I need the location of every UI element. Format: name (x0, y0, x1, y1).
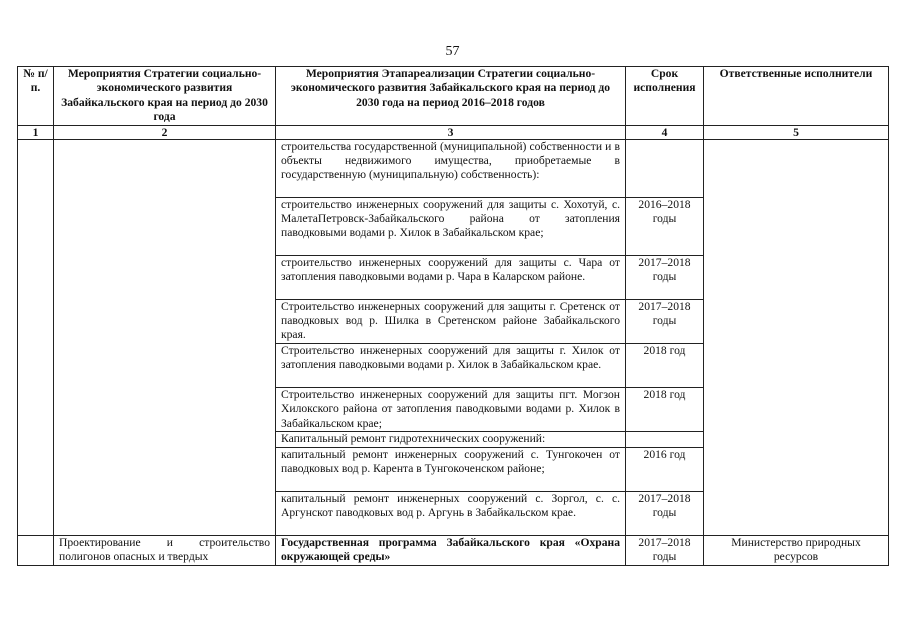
term-cell: 2017–2018 годы (626, 255, 704, 299)
column-number: 1 (18, 125, 54, 139)
term-cell: 2016–2018 годы (626, 197, 704, 255)
term-cell: 2017–2018 годы (626, 492, 704, 536)
number-cell (18, 536, 54, 566)
column-number: 2 (54, 125, 276, 139)
term-cell: 2017–2018 годы (626, 299, 704, 343)
measure-text: строительства государственной (муниципальной) собственности и в объекты недвижимого имущества, приобретаемые в государственную (муниципальную) собственность): (276, 139, 626, 197)
term-cell (626, 432, 704, 448)
term-cell: 2017–2018 годы (626, 536, 704, 566)
measure-text: Капитальный ремонт гидротехнических сооружений: (276, 432, 626, 448)
table-header-row (18, 67, 889, 126)
term-cell: 2018 год (626, 387, 704, 431)
measure-text: Строительство инженерных сооружений для защиты г. Хилок от затопления паводковыми водами р. Хилок в Забайкальском крае. (276, 343, 626, 387)
responsible-cell (704, 139, 889, 535)
page-number: 57 (445, 44, 460, 59)
number-cell (18, 139, 54, 535)
measure-text: строительство инженерных сооружений для защиты с. Хохотуй, с. МалетаПетровск-Забайкальского района от затопления паводковыми водами р. Хилок в Забайкальском крае; (276, 197, 626, 255)
measure-text: Строительство инженерных сооружений для защиты г. Сретенск от паводковых вод р. Шилка в Сретенском районе Забайкальского края. (276, 299, 626, 343)
header-number: № п/п. (18, 67, 54, 126)
program-cell: Государственная программа Забайкальского края «Охрана окружающей среды» (276, 536, 626, 566)
measure-text: капитальный ремонт инженерных сооружений с. Тунгокочен от паводковых вод р. Карента в Тунгокоченском районе; (276, 448, 626, 492)
header-responsible: Ответственные исполнители (704, 67, 889, 126)
header-strategy-measures: Мероприятия Стратегии социально-экономического развития Забайкальского края на период до 2030 года (54, 67, 276, 126)
term-cell: 2018 год (626, 343, 704, 387)
table-row (18, 536, 889, 566)
column-number: 4 (626, 125, 704, 139)
measure-text: капитальный ремонт инженерных сооружений с. Зоргол, с. с. Аргунскот паводковых вод р. Аргунь в Забайкальском крае. (276, 492, 626, 536)
header-stage-measures: Мероприятия Этапареализации Стратегии социально-экономического развития Забайкальского края на период до 2030 года на период 2016–2018 годов (276, 67, 626, 126)
term-cell (626, 139, 704, 197)
measure-text: Строительство инженерных сооружений для защиты пгт. Могзон Хилокского района от затопления паводковыми водами р. Хилок в Забайкальском крае; (276, 387, 626, 431)
column-number: 5 (704, 125, 889, 139)
strategy-measure-cell (54, 139, 276, 535)
responsible-cell: Министерство природных ресурсов (704, 536, 889, 566)
strategy-measure-cell: Проектирование и строительство полигонов опасных и твердых (54, 536, 276, 566)
table-row (18, 139, 889, 197)
column-number-row (18, 125, 889, 139)
header-term: Срок исполнения (626, 67, 704, 126)
term-cell: 2016 год (626, 448, 704, 492)
column-number: 3 (276, 125, 626, 139)
measure-text: строительство инженерных сооружений для защиты с. Чара от затопления паводковыми водами р. Чара в Каларском районе. (276, 255, 626, 299)
strategy-measures-table (17, 66, 889, 566)
